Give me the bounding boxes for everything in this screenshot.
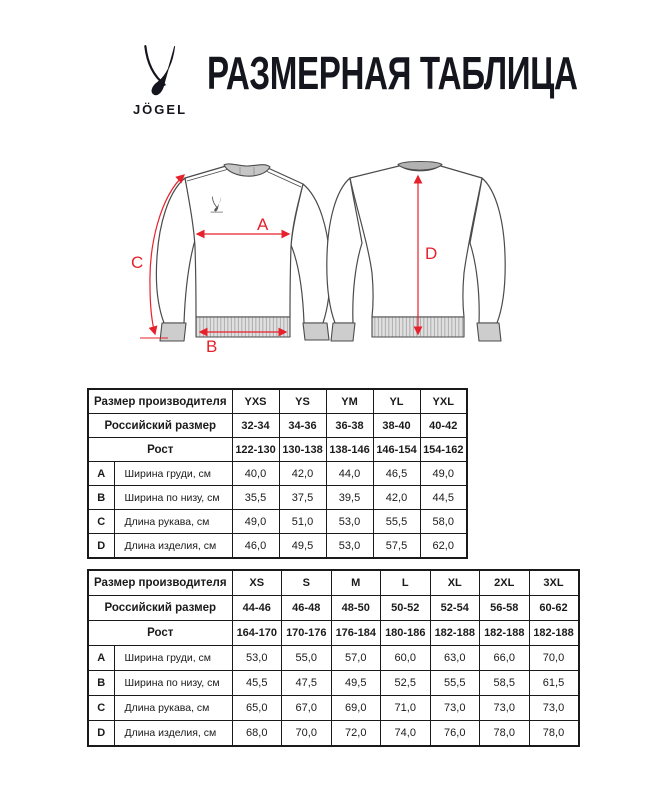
measure-value-cell: 72,0 xyxy=(331,721,381,747)
measure-value-cell: 42,0 xyxy=(279,462,326,486)
back-collar xyxy=(398,162,442,171)
header-value-cell: 2XL xyxy=(480,570,530,596)
measure-value-cell: 53,0 xyxy=(232,646,282,671)
header-label-cell: Российский размер xyxy=(88,414,232,438)
header-value-cell: 3XL xyxy=(529,570,579,596)
header-value-cell: 56-58 xyxy=(480,596,530,621)
measure-value-cell: 52,5 xyxy=(381,671,431,696)
header-value-cell: S xyxy=(282,570,332,596)
measure-value-cell: 70,0 xyxy=(529,646,579,671)
header-value-cell: L xyxy=(381,570,431,596)
measure-letter-cell: B xyxy=(88,671,114,696)
measure-row xyxy=(88,646,579,671)
back-right-cuff xyxy=(477,323,501,341)
measure-value-cell: 65,0 xyxy=(232,696,282,721)
measure-value-cell: 44,0 xyxy=(326,462,373,486)
measure-value-cell: 73,0 xyxy=(480,696,530,721)
measure-label-cell: Длина изделия, см xyxy=(114,721,232,747)
label-A: A xyxy=(257,215,269,234)
measure-row xyxy=(88,486,467,510)
measure-value-cell: 68,0 xyxy=(232,721,282,747)
page-title: РАЗМЕРНАЯ ТАБЛИЦА xyxy=(207,47,578,99)
measure-value-cell: 78,0 xyxy=(480,721,530,747)
header-value-cell: 48-50 xyxy=(331,596,381,621)
measure-value-cell: 49,0 xyxy=(232,510,279,534)
measure-letter-cell: B xyxy=(88,486,114,510)
header-value-cell: 130-138 xyxy=(279,438,326,462)
measure-row xyxy=(88,462,467,486)
jogel-logo-icon xyxy=(138,44,182,96)
measure-value-cell: 74,0 xyxy=(381,721,431,747)
measure-value-cell: 55,5 xyxy=(373,510,420,534)
measure-row xyxy=(88,534,467,559)
header-value-cell: 138-146 xyxy=(326,438,373,462)
measure-value-cell: 40,0 xyxy=(232,462,279,486)
header-value-cell: 52-54 xyxy=(430,596,480,621)
header-label-cell: Российский размер xyxy=(88,596,232,621)
header-value-cell: 60-62 xyxy=(529,596,579,621)
measure-value-cell: 45,5 xyxy=(232,671,282,696)
header-row xyxy=(88,596,579,621)
measure-letter-cell: A xyxy=(88,462,114,486)
measure-value-cell: 76,0 xyxy=(430,721,480,747)
header-row xyxy=(88,389,467,414)
measure-value-cell: 70,0 xyxy=(282,721,332,747)
front-hem-band xyxy=(196,317,290,337)
header-value-cell: XL xyxy=(430,570,480,596)
header-label-cell: Размер производителя xyxy=(88,389,232,414)
front-right-cuff xyxy=(303,323,329,340)
header-value-cell: 32-34 xyxy=(232,414,279,438)
measure-value-cell: 49,5 xyxy=(331,671,381,696)
header-value-cell: 36-38 xyxy=(326,414,373,438)
size-tables xyxy=(87,388,580,747)
measure-letter-cell: A xyxy=(88,646,114,671)
measure-value-cell: 49,0 xyxy=(420,462,467,486)
header-value-cell: 34-36 xyxy=(279,414,326,438)
measure-value-cell: 58,5 xyxy=(480,671,530,696)
measure-value-cell: 71,0 xyxy=(381,696,431,721)
header-value-cell: 154-162 xyxy=(420,438,467,462)
measure-value-cell: 55,0 xyxy=(282,646,332,671)
measure-letter-cell: D xyxy=(88,721,114,747)
measure-value-cell: 73,0 xyxy=(529,696,579,721)
measure-row xyxy=(88,510,467,534)
measure-value-cell: 42,0 xyxy=(373,486,420,510)
header-label-cell: Рост xyxy=(88,438,232,462)
header-value-cell: YS xyxy=(279,389,326,414)
measure-value-cell: 44,5 xyxy=(420,486,467,510)
measure-letter-cell: D xyxy=(88,534,114,559)
header-value-cell: 146-154 xyxy=(373,438,420,462)
label-D: D xyxy=(425,244,438,263)
measure-value-cell: 67,0 xyxy=(282,696,332,721)
header-value-cell: 46-48 xyxy=(282,596,332,621)
measure-value-cell: 55,5 xyxy=(430,671,480,696)
measure-label-cell: Ширина груди, см xyxy=(114,462,232,486)
header-value-cell: YL xyxy=(373,389,420,414)
header-row xyxy=(88,570,579,596)
sweatshirt-front-view xyxy=(156,164,330,341)
label-B: B xyxy=(206,337,218,356)
measure-value-cell: 58,0 xyxy=(420,510,467,534)
header-row xyxy=(88,414,467,438)
header-value-cell: XS xyxy=(232,570,282,596)
measure-value-cell: 66,0 xyxy=(480,646,530,671)
measure-label-cell: Длина рукава, см xyxy=(114,696,232,721)
measure-value-cell: 73,0 xyxy=(430,696,480,721)
measure-value-cell: 39,5 xyxy=(326,486,373,510)
measure-value-cell: 53,0 xyxy=(326,534,373,559)
back-left-cuff xyxy=(331,323,355,341)
measure-value-cell: 35,5 xyxy=(232,486,279,510)
measure-value-cell: 37,5 xyxy=(279,486,326,510)
measure-label-cell: Ширина по низу, см xyxy=(114,486,232,510)
measure-value-cell: 57,5 xyxy=(373,534,420,559)
header-value-cell: YXL xyxy=(420,389,467,414)
measure-value-cell: 47,5 xyxy=(282,671,332,696)
measure-value-cell: 51,0 xyxy=(279,510,326,534)
sweatshirt-back-view xyxy=(327,162,505,342)
measure-row xyxy=(88,671,579,696)
measure-row xyxy=(88,721,579,747)
measure-value-cell: 62,0 xyxy=(420,534,467,559)
brand-logo xyxy=(126,44,194,117)
header-value-cell: 176-184 xyxy=(331,621,381,646)
header-label-cell: Размер производителя xyxy=(88,570,232,596)
header-value-cell: 40-42 xyxy=(420,414,467,438)
adult-size-table xyxy=(87,569,580,747)
header-value-cell: YXS xyxy=(232,389,279,414)
brand-name: JÖGEL xyxy=(132,102,188,117)
measure-value-cell: 61,5 xyxy=(529,671,579,696)
measure-value-cell: 78,0 xyxy=(529,721,579,747)
sweatshirt-measurement-diagram xyxy=(100,145,565,380)
header-value-cell: 38-40 xyxy=(373,414,420,438)
measure-value-cell: 57,0 xyxy=(331,646,381,671)
header-value-cell: 182-188 xyxy=(430,621,480,646)
measure-letter-cell: C xyxy=(88,510,114,534)
youth-size-table xyxy=(87,388,468,559)
header-value-cell: 122-130 xyxy=(232,438,279,462)
measure-label-cell: Длина изделия, см xyxy=(114,534,232,559)
header-value-cell: 164-170 xyxy=(232,621,282,646)
measure-value-cell: 53,0 xyxy=(326,510,373,534)
measure-value-cell: 63,0 xyxy=(430,646,480,671)
header-value-cell: 182-188 xyxy=(480,621,530,646)
measure-value-cell: 46,0 xyxy=(232,534,279,559)
measure-label-cell: Ширина по низу, см xyxy=(114,671,232,696)
header-value-cell: 44-46 xyxy=(232,596,282,621)
header-value-cell: 50-52 xyxy=(381,596,431,621)
measure-label-cell: Длина рукава, см xyxy=(114,510,232,534)
measure-row xyxy=(88,696,579,721)
header-row xyxy=(88,438,467,462)
header-label-cell: Рост xyxy=(88,621,232,646)
header-value-cell: 170-176 xyxy=(282,621,332,646)
measure-value-cell: 49,5 xyxy=(279,534,326,559)
measure-label-cell: Ширина груди, см xyxy=(114,646,232,671)
header-row xyxy=(88,621,579,646)
header-value-cell: 182-188 xyxy=(529,621,579,646)
label-C: C xyxy=(131,253,144,272)
measure-value-cell: 46,5 xyxy=(373,462,420,486)
header-value-cell: YM xyxy=(326,389,373,414)
measure-letter-cell: C xyxy=(88,696,114,721)
measure-value-cell: 60,0 xyxy=(381,646,431,671)
header-value-cell: M xyxy=(331,570,381,596)
header-value-cell: 180-186 xyxy=(381,621,431,646)
measure-value-cell: 69,0 xyxy=(331,696,381,721)
